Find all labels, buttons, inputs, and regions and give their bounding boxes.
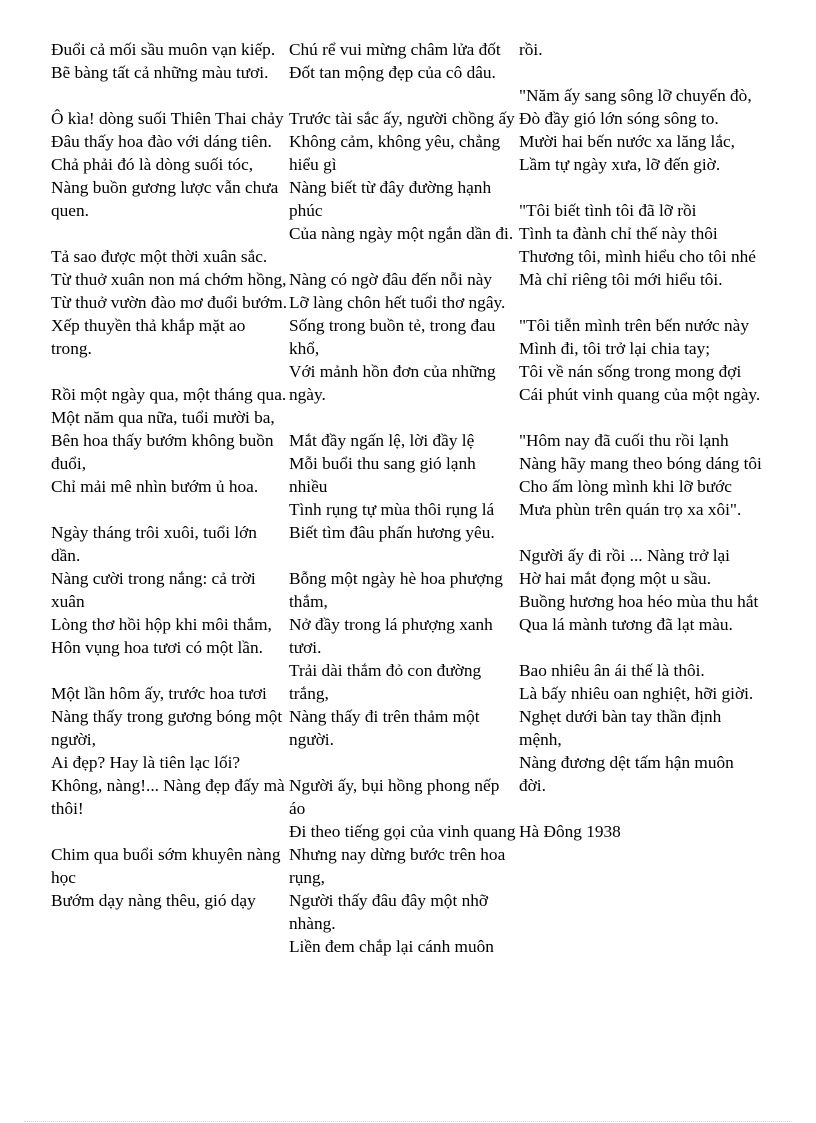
poem-line: Ô kìa! dòng suối Thiên Thai chảy: [51, 109, 284, 128]
stanza-break: [51, 820, 287, 843]
poem-line: Qua lá mành tương đã lạt màu.: [519, 615, 733, 634]
poem-line: Nở đầy trong lá phượng xanh tươi.: [289, 615, 493, 657]
poem-line: Đuổi cả mối sầu muôn vạn kiếp.: [51, 40, 276, 59]
poem-line: Lầm tự ngày xưa, lỡ đến giờ.: [519, 155, 721, 174]
poem-line: Mà chỉ riêng tôi mới hiểu tôi.: [519, 270, 723, 289]
poem-line: Đi theo tiếng gọi của vinh quang: [289, 822, 516, 841]
poem-line: Không, nàng!... Nàng đẹp đấy mà thôi!: [51, 776, 285, 818]
poem-line: "Tôi biết tình tôi đã lỡ rồi: [519, 201, 697, 220]
poem-line: Buồng hương hoa héo mùa thu hắt: [519, 592, 759, 611]
poem-line: Bướm dạy nàng thêu, gió dạy: [51, 891, 256, 910]
stanza-break: [51, 222, 287, 245]
poem-line: Cho ấm lòng mình khi lỡ bước: [519, 477, 732, 496]
poem-line: Chú rể vui mừng châm lửa đốt: [289, 40, 501, 59]
poem-line: Mười hai bến nước xa lăng lắc,: [519, 132, 735, 151]
poem-line: Nàng đương dệt tấm hận muôn đời.: [519, 753, 734, 795]
poem-line: Người ấy, bụi hồng phong nếp áo: [289, 776, 500, 818]
poem-line: Đốt tan mộng đẹp của cô dâu.: [289, 63, 496, 82]
stanza-break: [519, 797, 765, 820]
stanza-break: [519, 406, 765, 429]
poem-line: Đâu thấy hoa đào với dáng tiên.: [51, 132, 272, 151]
stanza-break: [51, 498, 287, 521]
poem-line: Một lần hôm ấy, trước hoa tươi: [51, 684, 267, 703]
poem-line: Bên hoa thấy bướm không buồn đuổi,: [51, 431, 274, 473]
stanza-break: [51, 84, 287, 107]
poem-line: Nàng thấy đi trên thảm một người.: [289, 707, 480, 749]
poem-line: Người thấy đâu đây một nhỡ nhàng.: [289, 891, 488, 933]
poem-column-2: [289, 38, 516, 958]
stanza-break: [289, 406, 516, 429]
poem-line: Một năm qua nữa, tuổi mười ba,: [51, 408, 275, 427]
poem-line: Hôn vụng hoa tươi có một lần.: [51, 638, 263, 657]
poem-line: Đò đầy gió lớn sóng sông to.: [519, 109, 719, 128]
page-bottom-divider: [24, 1121, 792, 1122]
poem-line: rồi.: [519, 40, 543, 59]
poem-line: Người ấy đi rồi ... Nàng trở lại: [519, 546, 730, 565]
stanza-break: [519, 61, 765, 84]
poem-line: Nàng buồn gương lược vẫn chưa quen.: [51, 178, 279, 220]
poem-column-3: [519, 38, 765, 843]
poem-line: Là bấy nhiêu oan nghiệt, hỡi giời.: [519, 684, 754, 703]
stanza-break: [519, 521, 765, 544]
poem-line: Liền đem chắp lại cánh muôn: [289, 937, 494, 956]
poem-line: Cái phút vinh quang của một ngày.: [519, 385, 761, 404]
stanza-break: [519, 291, 765, 314]
poem-line: Lỡ làng chôn hết tuổi thơ ngây.: [289, 293, 506, 312]
poem-line: Chim qua buổi sớm khuyên nàng học: [51, 845, 281, 887]
poem-line: Lòng thơ hồi hộp khi môi thắm,: [51, 615, 272, 634]
poem-line: Từ thuở vườn đào mơ đuổi bướm.: [51, 293, 288, 312]
stanza-break: [519, 636, 765, 659]
poem-line: Bao nhiêu ân ái thế là thôi.: [519, 661, 705, 680]
poem-line: Xếp thuyền thả khắp mặt ao trong.: [51, 316, 246, 358]
poem-line: Nhưng nay dừng bước trên hoa rụng,: [289, 845, 506, 887]
poem-line: "Tôi tiễn mình trên bến nước này: [519, 316, 749, 335]
poem-line: Nghẹt dưới bàn tay thần định mệnh,: [519, 707, 722, 749]
poem-line: Ngày tháng trôi xuôi, tuổi lớn dần.: [51, 523, 257, 565]
poem-line: Không cảm, không yêu, chẳng hiểu gì: [289, 132, 501, 174]
poem-line: Sống trong buồn tẻ, trong đau khổ,: [289, 316, 496, 358]
stanza-break: [289, 84, 516, 107]
stanza-break: [289, 544, 516, 567]
stanza-break: [289, 751, 516, 774]
poem-line: Chỉ mải mê nhìn bướm ủ hoa.: [51, 477, 259, 496]
poem-line: Nàng cười trong nắng: cả trời xuân: [51, 569, 256, 611]
poem-line: Nàng biết từ đây đường hạnh phúc: [289, 178, 492, 220]
poem-line: "Năm ấy sang sông lỡ chuyến đò,: [519, 86, 752, 105]
poem-line: Thương tôi, mình hiểu cho tôi nhé: [519, 247, 756, 266]
stanza-break: [289, 245, 516, 268]
poem-line: Hà Đông 1938: [519, 822, 621, 841]
poem-line: Tình rụng tự mùa thôi rụng lá: [289, 500, 495, 519]
poem-line: Chả phải đó là dòng suối tóc,: [51, 155, 254, 174]
poem-line: Mắt đầy ngấn lệ, lời đầy lệ: [289, 431, 475, 450]
poem-line: Nàng thấy trong gương bóng một người,: [51, 707, 283, 749]
poem-line: Tình ta đành chỉ thế này thôi: [519, 224, 718, 243]
stanza-break: [51, 360, 287, 383]
poem-line: Tả sao được một thời xuân sắc.: [51, 247, 268, 266]
poem-line: Tôi về nán sống trong mong đợi: [519, 362, 742, 381]
stanza-break: [519, 176, 765, 199]
poem-line: Mỗi buổi thu sang gió lạnh nhiều: [289, 454, 476, 496]
poem-line: Từ thuở xuân non má chớm hồng,: [51, 270, 287, 289]
poem-line: Trước tài sắc ấy, người chồng ấy: [289, 109, 515, 128]
poem-line: Nàng hãy mang theo bóng dáng tôi: [519, 454, 762, 473]
poem-line: Bẽ bàng tất cả những màu tươi.: [51, 63, 269, 82]
poem-line: Nàng có ngờ đâu đến nỗi này: [289, 270, 493, 289]
poem-column-1: [51, 38, 287, 912]
stanza-break: [51, 659, 287, 682]
poem-line: Ai đẹp? Hay là tiên lạc lối?: [51, 753, 241, 772]
poem-line: Hờ hai mắt đọng một u sầu.: [519, 569, 712, 588]
poem-line: Mưa phùn trên quán trọ xa xôi".: [519, 500, 742, 519]
poem-line: Mình đi, tôi trở lại chia tay;: [519, 339, 711, 358]
poem-line: Trải dài thắm đỏ con đường trắng,: [289, 661, 482, 703]
poem-line: Bỗng một ngày hè hoa phượng thắm,: [289, 569, 503, 611]
poem-line: "Hôm nay đã cuối thu rồi lạnh: [519, 431, 729, 450]
poem-line: Rồi một ngày qua, một tháng qua.: [51, 385, 287, 404]
poem-line: Với mảnh hồn đơn của những ngày.: [289, 362, 496, 404]
poem-line: Của nàng ngày một ngắn dần đi.: [289, 224, 514, 243]
poem-line: Biết tìm đâu phấn hương yêu.: [289, 523, 495, 542]
